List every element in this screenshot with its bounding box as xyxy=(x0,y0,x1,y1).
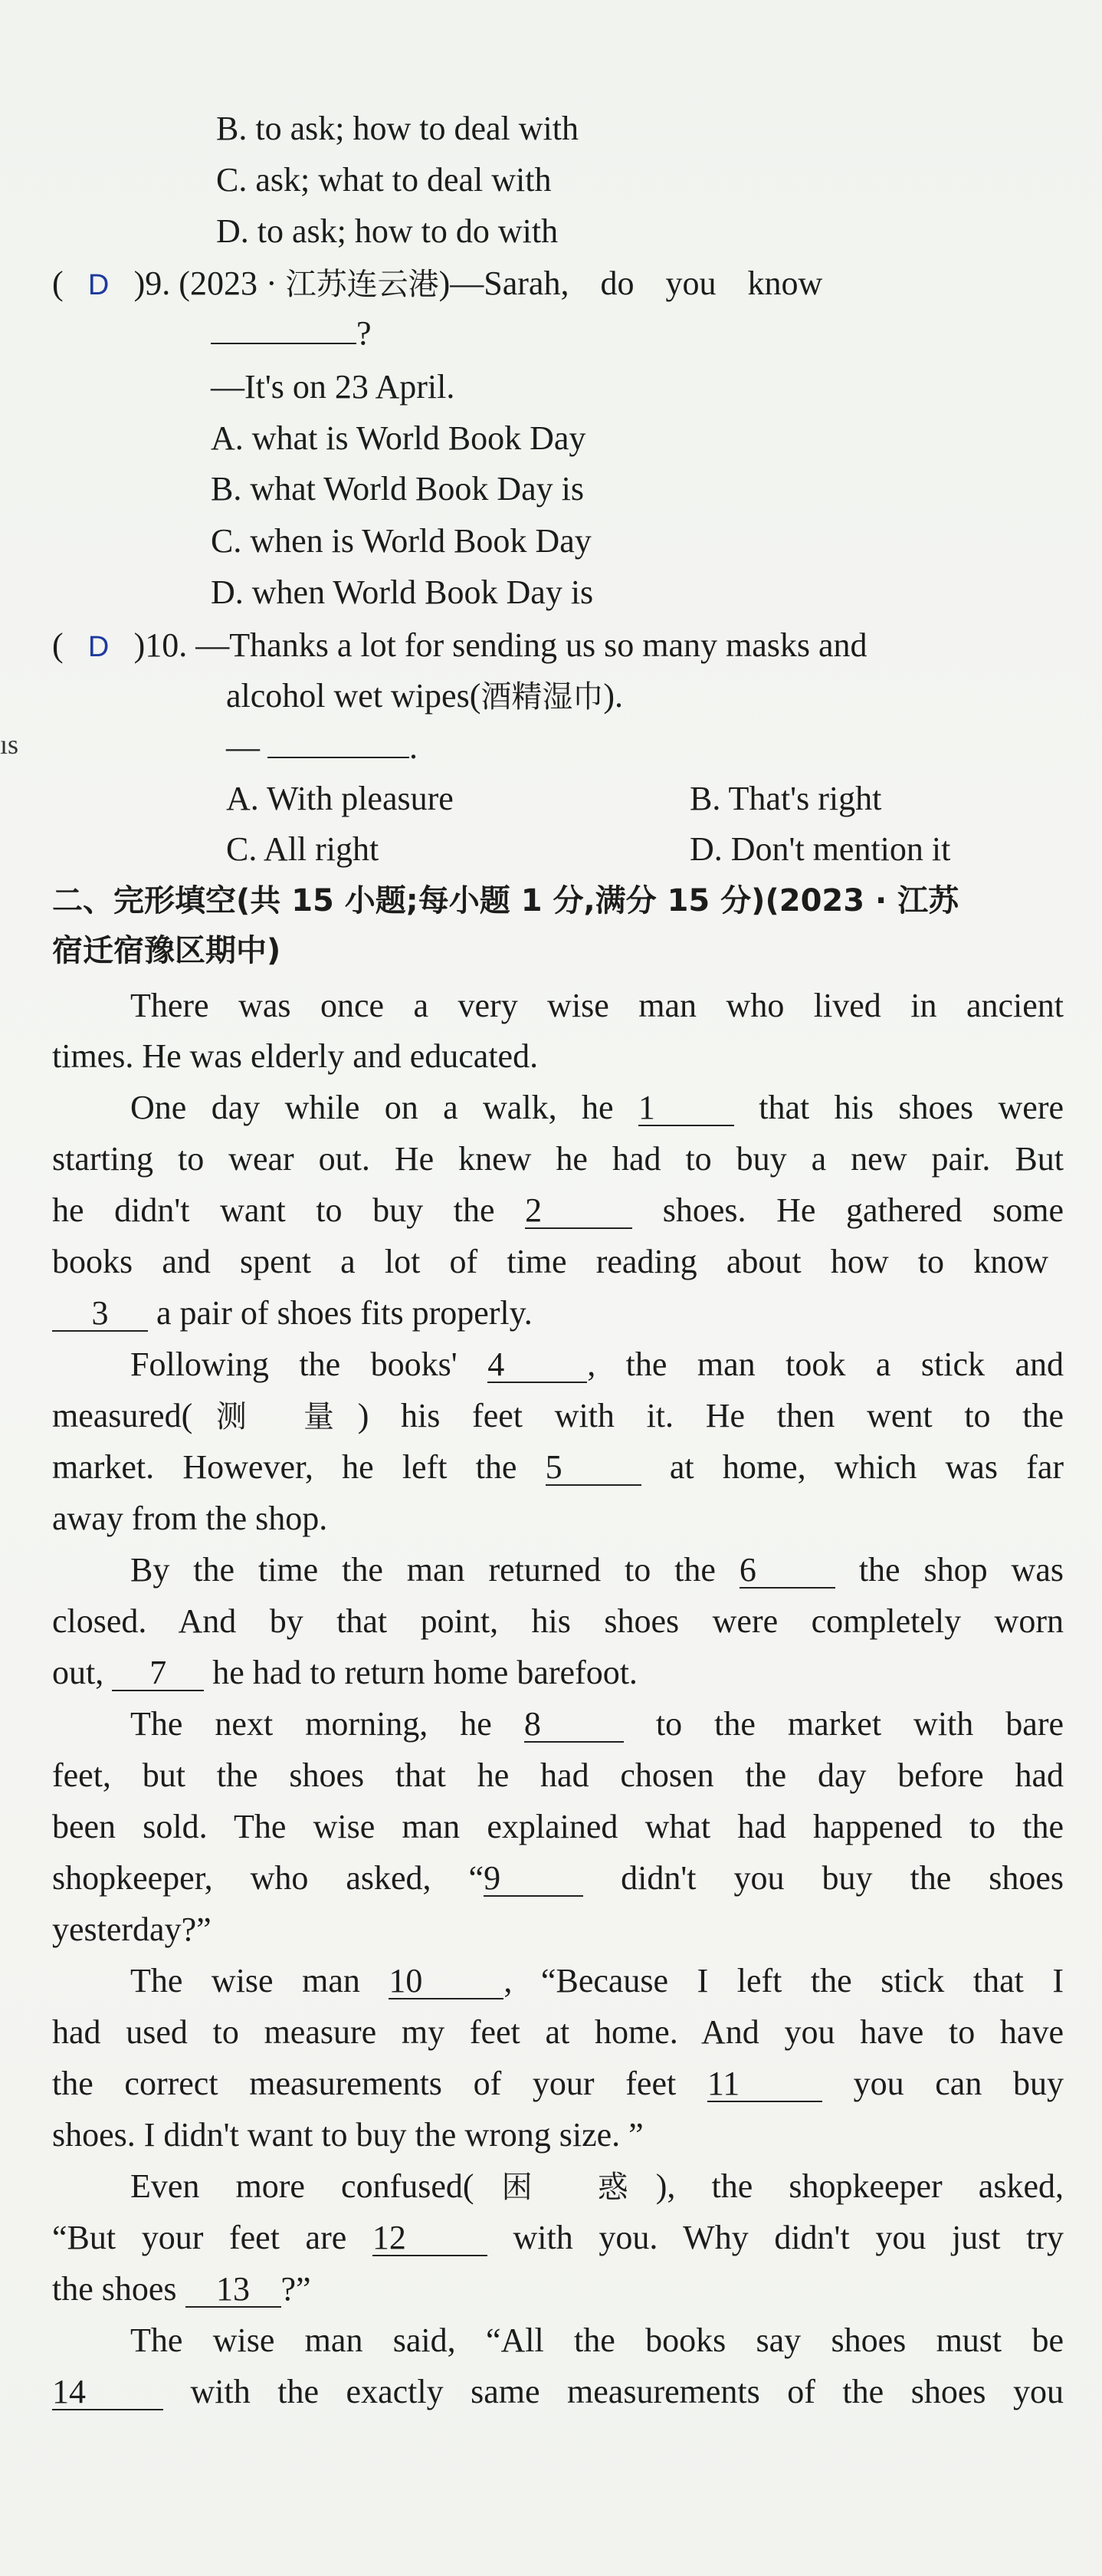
q9-stem-text: )—Sarah, do you know xyxy=(438,264,823,302)
q10-stem2-end: ). xyxy=(603,677,623,715)
q9-option-d: D. when World Book Day is xyxy=(211,573,594,611)
passage-text: The wise man xyxy=(130,1962,360,1999)
passage-text: with you. Why didn't you just try xyxy=(513,2219,1064,2256)
passage-text: market. However, he left the xyxy=(52,1448,517,1486)
blank-10: 10 xyxy=(389,1964,503,1999)
passage-text: the shop was xyxy=(858,1551,1064,1589)
passage-text: shopkeeper, who asked, “ xyxy=(52,1859,484,1897)
q9-option-b: B. what World Book Day is xyxy=(211,470,584,508)
passage-line: times. He was elderly and educated. xyxy=(52,1037,539,1075)
blank-14: 14 xyxy=(52,2375,163,2410)
q10-stem-line2 xyxy=(226,673,623,720)
blank-12: 12 xyxy=(372,2221,487,2256)
blank-13: 13 xyxy=(185,2272,281,2308)
passage-text: By the time the man returned to the xyxy=(130,1551,716,1589)
q9-blank xyxy=(211,343,356,344)
q10-stem2-cn: 酒精湿巾 xyxy=(480,679,604,715)
passage-text: shoes. He gathered some xyxy=(662,1191,1064,1229)
passage-text: Following the books' xyxy=(130,1346,458,1383)
passage-line: starting to wear out. He knew he had to buy a new pair. But xyxy=(52,1140,1064,1178)
q10-reply-dash: — xyxy=(226,728,260,766)
blank-4: 4 xyxy=(487,1348,587,1383)
q9-option-a: A. what is World Book Day xyxy=(211,419,586,457)
q9-reply: —It's on 23 April. xyxy=(211,368,455,406)
q8-option-b: B. to ask; how to deal with xyxy=(216,110,579,147)
q10-option-c: C. All right xyxy=(226,830,379,868)
passage-text: you can buy xyxy=(853,2065,1064,2102)
q9-answer: D xyxy=(87,269,110,301)
passage-line: There was once a very wise man who lived in ancient xyxy=(130,987,1064,1024)
passage-line xyxy=(52,2369,1064,2415)
q10-blank xyxy=(267,757,409,758)
passage-line: closed. And by that point, his shoes were completely worn xyxy=(52,1602,1064,1640)
q10-reply-end: . xyxy=(409,728,418,766)
section-title: 二、完形填空(共 15 小题;每小题 1 分,满分 15 分)(2023 · 江苏 xyxy=(52,883,959,918)
q9-stem: ( D )9. (2023 · 江苏连云港)—Sarah, do you know xyxy=(52,261,1064,308)
passage-line xyxy=(130,1547,1064,1593)
section-title-line2: 宿迁宿豫区期中) xyxy=(52,933,281,968)
passage-text: didn't you buy the shoes xyxy=(621,1859,1064,1897)
passage-text: the correct measurements of your feet xyxy=(52,2065,677,2102)
q10-option-d: D. Don't mention it xyxy=(690,830,951,868)
blank-11: 11 xyxy=(707,2067,822,2102)
q10-stem-text: )10. —Thanks a lot for sending us so many masks and xyxy=(133,626,867,664)
passage-line: been sold. The wise man explained what had happened to the xyxy=(52,1808,1064,1845)
passage-text: One day while on a walk, he xyxy=(130,1089,614,1126)
q9-source: 江苏连云港 xyxy=(285,267,439,302)
q10-option-b: B. That's right xyxy=(690,780,882,817)
passage-text: ) his feet with it. He then went to the xyxy=(357,1397,1064,1434)
passage-line: had used to measure my feet at home. And you have to have xyxy=(52,2013,1064,2051)
blank-9: 9 xyxy=(484,1861,583,1897)
q8-option-c: C. ask; what to deal with xyxy=(216,161,552,199)
blank-1: 1 xyxy=(638,1091,734,1126)
margin-text: ıs xyxy=(0,729,19,760)
passage-text: Even more confused( xyxy=(130,2167,474,2205)
passage-text: a pair of shoes fits properly. xyxy=(156,1294,533,1332)
passage-text: , the man took a stick and xyxy=(587,1346,1064,1383)
passage-text: that his shoes were xyxy=(759,1089,1064,1126)
passage-text: out, xyxy=(52,1654,104,1691)
passage-line xyxy=(52,1444,1064,1490)
passage-text: with the exactly same measurements of the shoes you xyxy=(190,2373,1064,2410)
passage-text: measured( xyxy=(52,1397,193,1434)
blank-7: 7 xyxy=(112,1656,204,1691)
passage-cn: 测 量 xyxy=(192,1399,358,1434)
passage-text: he didn't want to buy the xyxy=(52,1191,495,1229)
q10-stem2-en: alcohol wet wipes( xyxy=(226,677,481,715)
passage-line: books and spent a lot of time reading about how to know xyxy=(52,1243,1048,1280)
passage-line xyxy=(52,1290,533,1336)
passage-text: at home, which was far xyxy=(669,1448,1064,1486)
q9-question-line xyxy=(211,310,372,356)
q10-reply xyxy=(226,724,418,770)
passage-text: to the market with bare xyxy=(655,1705,1064,1743)
blank-8: 8 xyxy=(524,1707,624,1743)
passage-text: ?” xyxy=(280,2270,311,2308)
passage-line: feet, but the shoes that he had chosen the day before had xyxy=(52,1756,1064,1794)
passage-text: , “Because I left the stick that I xyxy=(503,1962,1064,1999)
blank-2: 2 xyxy=(525,1194,632,1229)
passage-text: ), the shopkeeper asked, xyxy=(655,2167,1064,2205)
passage-line xyxy=(130,1085,1064,1131)
passage-line xyxy=(52,1855,1064,1901)
blank-6: 6 xyxy=(740,1553,835,1589)
passage-line: away from the shop. xyxy=(52,1500,328,1537)
passage-line xyxy=(52,2215,1064,2261)
blank-3: 3 xyxy=(52,1296,148,1332)
passage-text: the shoes xyxy=(52,2270,177,2308)
q10-answer: D xyxy=(87,631,110,663)
q9-question-mark: ? xyxy=(356,314,372,352)
passage-text: he had to return home barefoot. xyxy=(212,1654,638,1691)
passage-line xyxy=(130,1958,1064,2004)
passage-line: shoes. I didn't want to buy the wrong size. ” xyxy=(52,2116,644,2154)
passage-line: The wise man said, “All the books say shoes must be xyxy=(130,2321,1064,2359)
q9-option-c: C. when is World Book Day xyxy=(211,522,592,560)
passage-line xyxy=(52,1650,638,1696)
passage-line xyxy=(130,1342,1064,1388)
passage-line: yesterday?” xyxy=(52,1911,212,1948)
passage-line xyxy=(52,2266,311,2312)
passage-text: “But your feet are xyxy=(52,2219,347,2256)
q10-option-a: A. With pleasure xyxy=(226,780,454,817)
passage-line xyxy=(130,2164,1064,2210)
passage-line xyxy=(52,1188,1064,1234)
passage-text: The next morning, he xyxy=(130,1705,492,1743)
passage-line xyxy=(130,1701,1064,1747)
q8-option-d: D. to ask; how to do with xyxy=(216,212,559,250)
passage-line xyxy=(52,2061,1064,2107)
q9-number: )9. (2023 · xyxy=(133,264,286,302)
q10-stem: ( D )10. —Thanks a lot for sending us so many masks and xyxy=(52,623,867,670)
blank-5: 5 xyxy=(546,1451,641,1486)
passage-cn: 困 惑 xyxy=(474,2170,656,2205)
passage-line xyxy=(52,1393,1064,1440)
